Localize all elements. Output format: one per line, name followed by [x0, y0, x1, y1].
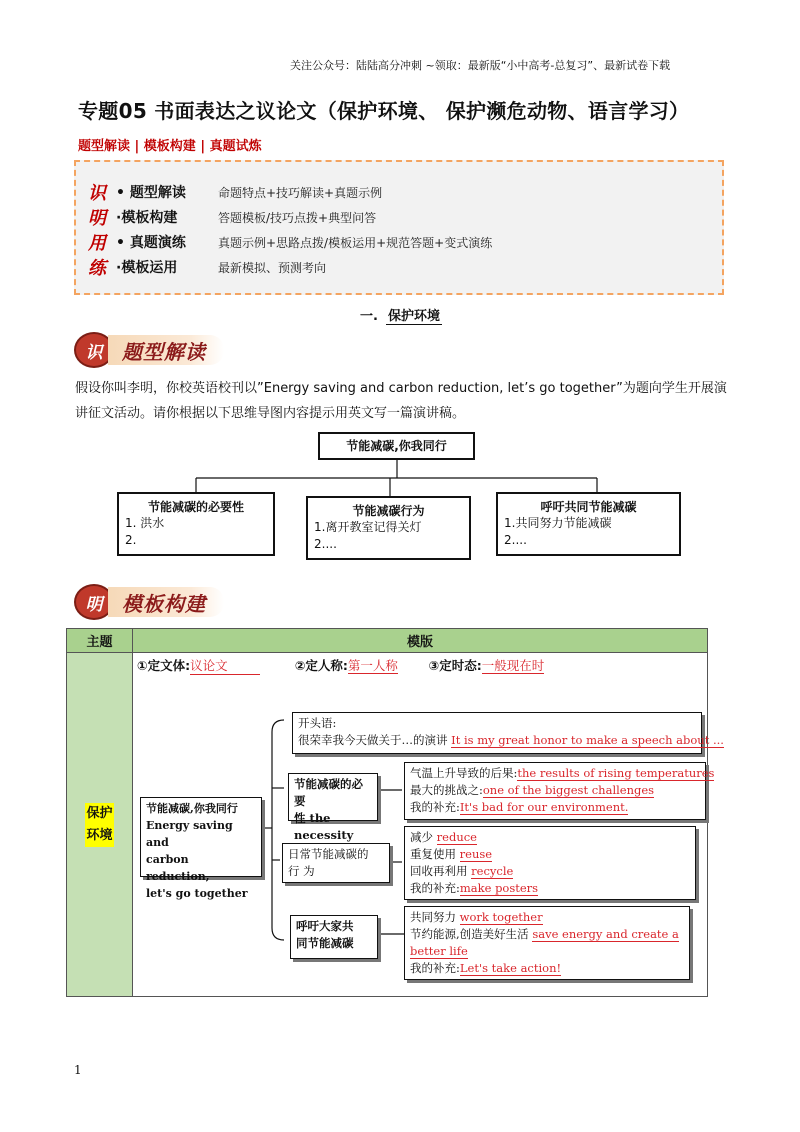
banner-text: 模板构建: [108, 587, 224, 617]
overview-desc: 命题特点+技巧解读+真题示例: [218, 185, 383, 200]
section-nav: 题型解读 | 模板构建 | 真题试炼: [78, 139, 262, 154]
appeal-label-line: 呼吁大家共: [296, 919, 354, 933]
overview-desc: 最新模拟、预测考向: [218, 260, 327, 275]
center-topic-line: let's go together: [146, 887, 248, 900]
page-number: 1: [74, 1063, 82, 1077]
center-topic-line: carbon reduction,: [146, 853, 210, 883]
mindmap-branch-item: 2....: [314, 537, 337, 551]
overview-label: ·模板运用: [116, 260, 178, 276]
section-heading-text: 保护环境: [386, 305, 442, 325]
line-prefix: 气温上升导致的后果:: [410, 766, 518, 780]
necessity-content-box: [404, 762, 715, 820]
overview-char: 用: [88, 233, 106, 254]
table-header-topic: 主题: [67, 629, 133, 653]
mindmap-branch-title: 呼吁共同节能减碳: [540, 500, 637, 514]
banner-badge-icon: 明: [74, 584, 114, 620]
prompt-text: 假设你叫李明，你校英语校刊以”Energy saving and carbon reduction, let’s go together”为题向学生开展演讲征文活动。请你根据以下思维导图内容提示用英文写一篇演讲稿。: [75, 381, 727, 421]
line-value: the results of rising temperatures: [517, 766, 715, 780]
overview-label: • 题型解读: [116, 185, 186, 201]
line-value: save energy and create a better life: [410, 927, 679, 958]
header-note: 关注公众号：陆陆高分冲刺 ~领取：最新版“小中高考-总复习”、最新试卷下载: [290, 59, 671, 72]
daily-label-line: 日常节能减碳的: [288, 847, 369, 861]
setting-label: ②定人称:: [294, 658, 348, 673]
overview-label: • 真题演练: [116, 235, 186, 251]
table-header-template: 模版: [133, 629, 708, 653]
line-prefix: 减少: [410, 830, 437, 844]
line-prefix: 共同努力: [410, 910, 460, 924]
line-prefix: 最大的挑战之:: [410, 783, 483, 797]
line-value: recycle: [471, 864, 514, 878]
overview-char: 明: [88, 208, 106, 229]
line-value: reduce: [436, 830, 477, 844]
line-prefix: 我的补充:: [410, 800, 460, 814]
necessity-label-line: 节能减碳的必要: [294, 777, 363, 808]
line-prefix: 回收再利用: [410, 864, 472, 878]
mindmap-branch-title: 节能减碳的必要性: [147, 500, 244, 514]
appeal-label-line: 同节能减碳: [296, 936, 354, 950]
line-prefix: 我的补充:: [410, 881, 460, 895]
section-number: 一.: [360, 309, 378, 324]
setting-value: 第一人称: [347, 658, 398, 673]
necessity-label-line: 性 the necessity: [294, 811, 354, 842]
line-value: It's bad for our environment.: [459, 800, 629, 814]
topic-label: 保护: [85, 803, 113, 825]
line-prefix: 节约能源,创造美好生活: [410, 927, 533, 941]
mindmap-branch-item: 2.: [125, 533, 137, 547]
line-value: Let's take action!: [459, 961, 562, 975]
mindmap-branch-item: 1.离开教室记得关灯: [314, 520, 422, 534]
appeal-label-box: [290, 915, 378, 959]
opening-label: 开头语:: [298, 716, 337, 730]
daily-label-line: 行 为: [288, 864, 315, 878]
line-value: work together: [459, 910, 543, 924]
mindmap-branch-item: 1. 洪水: [125, 516, 165, 530]
topic-label: 环境: [85, 825, 113, 847]
line-prefix: 我的补充:: [410, 961, 460, 975]
overview-desc: 答题模板/技巧点拨+典型问答: [218, 210, 377, 225]
daily-label-box: [282, 843, 390, 883]
opening-box: [292, 712, 724, 754]
overview-label: ·模板构建: [116, 210, 178, 226]
line-value: reuse: [459, 847, 493, 861]
overview-char: 识: [88, 183, 106, 204]
center-topic-line: 节能减碳,你我同行: [146, 802, 238, 815]
line-prefix: 重复使用: [410, 847, 460, 861]
setting-label: ③定时态:: [428, 658, 482, 673]
overview-desc: 真题示例+思路点拨/模板运用+规范答题+变式演练: [218, 235, 493, 250]
daily-content-box: [404, 826, 696, 900]
opening-value: It is my great honor to make a speech about ...: [451, 733, 724, 747]
line-value: make posters: [459, 881, 539, 895]
setting-label: ①定文体:: [137, 658, 191, 673]
setting-value: 一般现在时: [481, 658, 545, 673]
overview-char: 练: [88, 258, 106, 279]
line-value: one of the biggest challenges: [482, 783, 655, 797]
mindmap-root-label: 节能减碳,你我同行: [346, 439, 447, 453]
necessity-label-box: [288, 773, 378, 842]
center-topic-box: [140, 797, 262, 900]
banner-text: 题型解读: [108, 335, 224, 365]
banner-badge-icon: 识: [74, 332, 114, 368]
opening-prefix: 很荣幸我今天做关于…的演讲: [298, 733, 448, 747]
appeal-content-box: [404, 906, 690, 980]
page-title: 专题05 书面表达之议论文（保护环境、 保护濒危动物、语言学习）: [78, 99, 690, 123]
center-topic-line: Energy saving and: [146, 819, 233, 849]
mindmap-branch-title: 节能减碳行为: [352, 504, 425, 518]
setting-value: 议论文: [190, 656, 260, 675]
mindmap-branch-item: 2....: [504, 533, 527, 547]
mindmap-branch-item: 1.共同努力节能减碳: [504, 516, 612, 530]
